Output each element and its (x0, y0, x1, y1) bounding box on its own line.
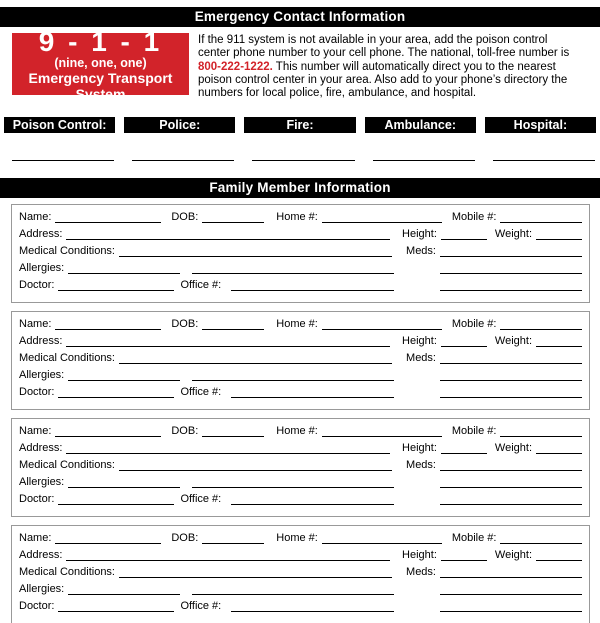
allergies-continued-field-line[interactable] (192, 487, 394, 488)
allergies-continued-field-line[interactable] (192, 273, 394, 274)
911-caption: Emergency Transport System (28, 69, 173, 102)
address-label: Address: (19, 228, 63, 241)
medical-conditions-label: Medical Conditions: (19, 352, 115, 365)
contact-col-hospital (485, 117, 596, 161)
doctor-label: Doctor: (19, 600, 55, 613)
meds-continued-field-line-2[interactable] (440, 397, 582, 398)
meds-field-line[interactable] (440, 577, 582, 578)
medical-conditions-row (19, 562, 582, 579)
doctor-field-line[interactable] (58, 397, 174, 398)
office-phone-field-line[interactable] (231, 504, 394, 505)
office-phone-label: Office #: (180, 600, 222, 613)
doctor-field-line[interactable] (58, 504, 174, 505)
contact-col-ambulance (365, 117, 476, 161)
medical-conditions-row (19, 241, 582, 258)
medical-conditions-field-line[interactable] (119, 256, 392, 257)
poison-control-field-line[interactable] (12, 133, 114, 161)
meds-continued-field-line[interactable] (440, 273, 582, 274)
office-phone-label: Office #: (180, 386, 222, 399)
meds-label: Meds: (406, 459, 436, 472)
meds-label: Meds: (406, 245, 436, 258)
mobile-phone-label: Mobile #: (451, 211, 497, 224)
home-phone-label: Home #: (276, 532, 318, 545)
height-label: Height: (402, 335, 437, 348)
meds-field-line[interactable] (440, 470, 582, 471)
address-field-line[interactable] (66, 560, 390, 561)
office-phone-field-line[interactable] (231, 290, 394, 291)
dob-label: DOB: (171, 532, 199, 545)
height-label: Height: (402, 442, 437, 455)
meds-continued-field-line[interactable] (440, 380, 582, 381)
fire-label: Fire: (244, 117, 355, 133)
allergies-row (19, 365, 582, 382)
meds-continued-field-line[interactable] (440, 594, 582, 595)
weight-label: Weight: (494, 335, 532, 348)
address-row (19, 438, 582, 455)
office-phone-field-line[interactable] (231, 397, 394, 398)
height-label: Height: (402, 549, 437, 562)
allergies-label: Allergies: (19, 262, 65, 275)
family-member-card (11, 204, 590, 303)
meds-field-line[interactable] (440, 363, 582, 364)
doctor-field-line[interactable] (58, 290, 174, 291)
weight-field-line[interactable] (536, 346, 582, 347)
dob-label: DOB: (171, 425, 199, 438)
address-row (19, 331, 582, 348)
family-member-card (11, 418, 590, 517)
police-field-line[interactable] (132, 133, 234, 161)
address-field-line[interactable] (66, 346, 390, 347)
family-member-header-bar (0, 178, 600, 198)
allergies-label: Allergies: (19, 369, 65, 382)
police-label: Police: (124, 117, 235, 133)
contact-col-fire (244, 117, 355, 161)
address-label: Address: (19, 549, 63, 562)
home-phone-label: Home #: (276, 318, 318, 331)
name-row (19, 207, 582, 224)
office-phone-field-line[interactable] (231, 611, 394, 612)
medical-conditions-label: Medical Conditions: (19, 459, 115, 472)
address-label: Address: (19, 335, 63, 348)
hospital-field-line[interactable] (493, 133, 595, 161)
mobile-phone-field-line[interactable] (500, 222, 582, 223)
weight-label: Weight: (494, 228, 532, 241)
poison-control-label: Poison Control: (4, 117, 115, 133)
home-phone-field-line[interactable] (322, 543, 442, 544)
height-field-line[interactable] (441, 346, 487, 347)
weight-label: Weight: (494, 549, 532, 562)
fire-field-line[interactable] (252, 133, 354, 161)
address-row (19, 224, 582, 241)
meds-continued-field-line-2[interactable] (440, 290, 582, 291)
meds-label: Meds: (406, 566, 436, 579)
hospital-label: Hospital: (485, 117, 596, 133)
home-phone-field-line[interactable] (322, 329, 442, 330)
weight-label: Weight: (494, 442, 532, 455)
weight-field-line[interactable] (536, 239, 582, 240)
allergies-row (19, 258, 582, 275)
address-label: Address: (19, 442, 63, 455)
instructions-text-after: This number will automatically direct you to the nearest poison control center in your area. Also add to your phone’s directory the numbers for local police, fire, ambulance, and hospital. (198, 60, 568, 100)
doctor-row (19, 596, 582, 613)
allergies-row (19, 472, 582, 489)
name-field-line[interactable] (55, 329, 161, 330)
allergies-field-line[interactable] (68, 380, 180, 381)
allergies-field-line[interactable] (68, 594, 180, 595)
address-field-line[interactable] (66, 239, 390, 240)
family-member-card (11, 525, 590, 623)
dob-field-line[interactable] (202, 329, 264, 330)
name-label: Name: (19, 425, 52, 438)
meds-continued-field-line-2[interactable] (440, 611, 582, 612)
allergies-row (19, 579, 582, 596)
instructions-text-before: If the 911 system is not available in your area, add the poison control center phone number to your cell phone. The national, toll-free number is (198, 34, 570, 60)
poison-control-phone-number: 800-222-1222. (198, 60, 273, 73)
poison-control-instructions (197, 33, 588, 100)
home-phone-label: Home #: (276, 211, 318, 224)
home-phone-label: Home #: (276, 425, 318, 438)
911-words: (nine, one, one) (54, 55, 147, 70)
doctor-label: Doctor: (19, 386, 55, 399)
name-field-line[interactable] (55, 436, 161, 437)
medical-conditions-field-line[interactable] (119, 470, 392, 471)
dob-label: DOB: (171, 211, 199, 224)
doctor-row (19, 489, 582, 506)
allergies-continued-field-line[interactable] (192, 380, 394, 381)
height-field-line[interactable] (441, 239, 487, 240)
mobile-phone-label: Mobile #: (451, 532, 497, 545)
mobile-phone-label: Mobile #: (451, 318, 497, 331)
allergies-field-line[interactable] (68, 487, 180, 488)
name-field-line[interactable] (55, 543, 161, 544)
contact-col-poison-control (4, 117, 115, 161)
meds-continued-field-line[interactable] (440, 487, 582, 488)
office-phone-label: Office #: (180, 279, 222, 292)
allergies-continued-field-line[interactable] (192, 594, 394, 595)
name-field-line[interactable] (55, 222, 161, 223)
meds-continued-field-line-2[interactable] (440, 504, 582, 505)
911-number: 9 - 1 - 1 (38, 25, 163, 57)
ambulance-field-line[interactable] (373, 133, 475, 161)
local-contacts-row (4, 117, 596, 161)
911-callout-box (12, 25, 189, 102)
contact-col-police (124, 117, 235, 161)
allergies-field-line[interactable] (68, 273, 180, 274)
medical-conditions-field-line[interactable] (119, 577, 392, 578)
doctor-label: Doctor: (19, 493, 55, 506)
height-label: Height: (402, 228, 437, 241)
family-member-list (0, 204, 600, 623)
dob-label: DOB: (171, 318, 199, 331)
emergency-header-bar (0, 7, 600, 27)
mobile-phone-label: Mobile #: (451, 425, 497, 438)
name-label: Name: (19, 211, 52, 224)
doctor-label: Doctor: (19, 279, 55, 292)
name-label: Name: (19, 532, 52, 545)
medical-conditions-label: Medical Conditions: (19, 245, 115, 258)
office-phone-label: Office #: (180, 493, 222, 506)
weight-field-line[interactable] (536, 560, 582, 561)
mobile-phone-field-line[interactable] (500, 543, 582, 544)
name-row (19, 314, 582, 331)
allergies-label: Allergies: (19, 476, 65, 489)
address-field-line[interactable] (66, 453, 390, 454)
name-row (19, 421, 582, 438)
height-field-line[interactable] (441, 453, 487, 454)
family-section-title: Family Member Information (209, 180, 391, 196)
home-phone-field-line[interactable] (322, 222, 442, 223)
height-field-line[interactable] (441, 560, 487, 561)
page-title: Emergency Contact Information (194, 9, 406, 24)
address-row (19, 545, 582, 562)
mobile-phone-field-line[interactable] (500, 329, 582, 330)
dob-field-line[interactable] (202, 543, 264, 544)
family-member-card (11, 311, 590, 410)
weight-field-line[interactable] (536, 453, 582, 454)
medical-conditions-field-line[interactable] (119, 363, 392, 364)
medical-conditions-row (19, 455, 582, 472)
home-phone-field-line[interactable] (322, 436, 442, 437)
allergies-label: Allergies: (19, 583, 65, 596)
name-label: Name: (19, 318, 52, 331)
dob-field-line[interactable] (202, 436, 264, 437)
ambulance-label: Ambulance: (365, 117, 476, 133)
doctor-field-line[interactable] (58, 611, 174, 612)
medical-conditions-row (19, 348, 582, 365)
doctor-row (19, 382, 582, 399)
mobile-phone-field-line[interactable] (500, 436, 582, 437)
meds-label: Meds: (406, 352, 436, 365)
meds-field-line[interactable] (440, 256, 582, 257)
medical-conditions-label: Medical Conditions: (19, 566, 115, 579)
name-row (19, 528, 582, 545)
doctor-row (19, 275, 582, 292)
intro-section (12, 25, 588, 102)
dob-field-line[interactable] (202, 222, 264, 223)
